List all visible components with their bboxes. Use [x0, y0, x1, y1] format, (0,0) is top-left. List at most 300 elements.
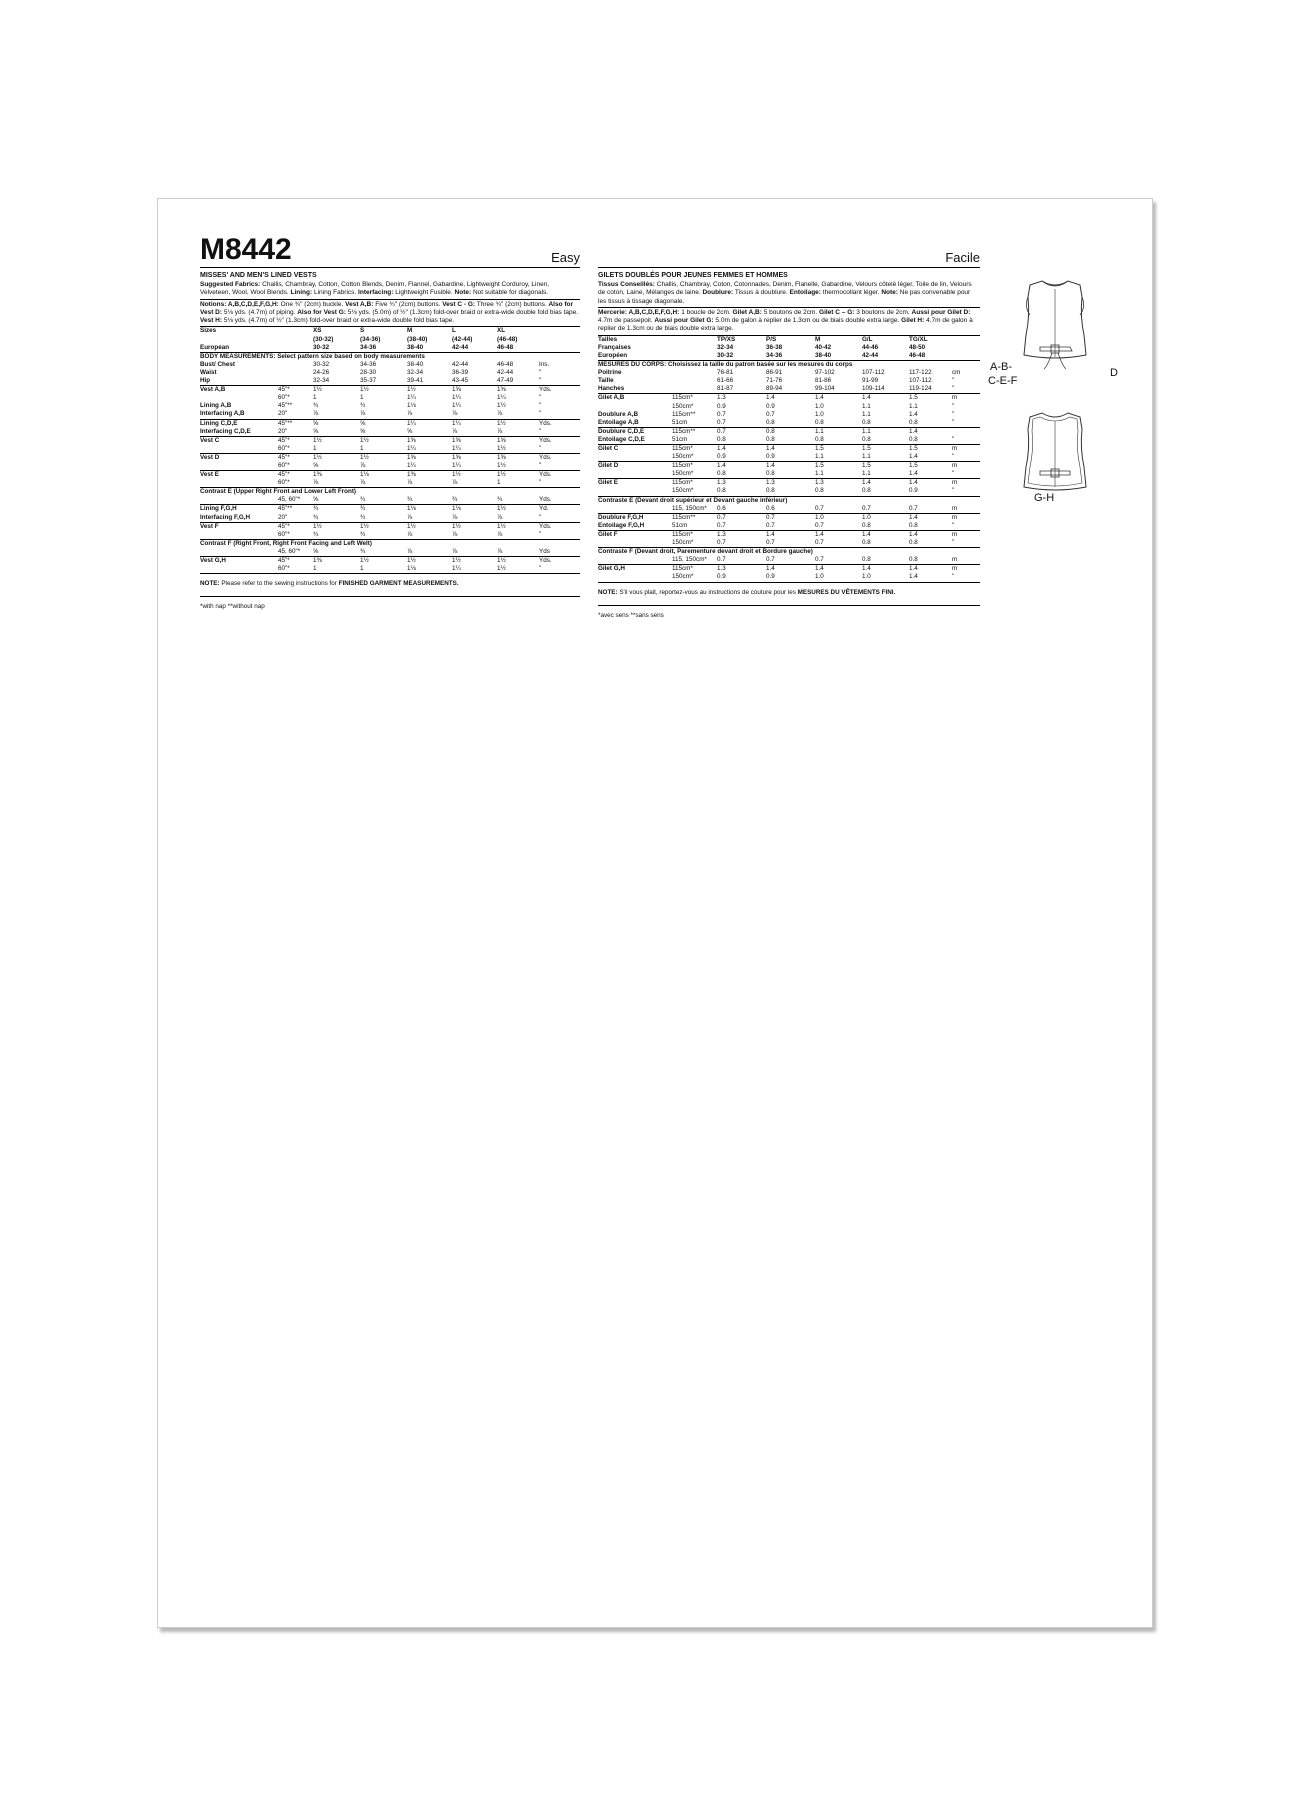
- yardage-value: 1.3: [717, 530, 726, 538]
- yardage-value: ⅞: [497, 514, 539, 523]
- body-measurement-value: 28-30: [360, 368, 377, 376]
- yardage-value: 0.8: [909, 436, 952, 445]
- yardage-value: 1½: [360, 522, 369, 530]
- body-measurement-value: 97-102: [815, 369, 835, 377]
- yardage-value: ¾: [313, 531, 360, 540]
- yardage-value: 1⅜: [313, 471, 322, 479]
- yardage-row: [598, 419, 980, 428]
- yardage-label: [598, 539, 672, 548]
- european-row: [200, 344, 580, 353]
- yardage-value: 0.7: [717, 410, 726, 418]
- body-measurement-value: 30-32: [313, 360, 330, 368]
- table-cell: [672, 344, 717, 352]
- table-cell: [278, 344, 313, 353]
- yardage-value: 1.1: [862, 453, 909, 462]
- yardage-value: 1⅛: [452, 505, 461, 513]
- yardage-value: 1½: [497, 522, 506, 530]
- yardage-value: 0.8: [909, 522, 952, 531]
- european-size: 46-48: [497, 343, 514, 351]
- yardage-label: Vest C: [200, 436, 220, 444]
- francaises-size: 48-50: [909, 343, 926, 351]
- unit-cell: m: [952, 394, 958, 402]
- yardage-value: 0.9: [766, 402, 775, 410]
- yardage-label: Gilet F: [598, 530, 618, 538]
- yardage-value: 1½: [313, 436, 322, 444]
- body-measurement-value: 42-44: [452, 360, 469, 368]
- yardage-value: ¾: [360, 548, 407, 557]
- unit-cell: ": [539, 428, 580, 437]
- english-footnote: *with nap **without nap: [200, 603, 265, 611]
- yardage-value: 0.7: [909, 505, 952, 514]
- body-measurement-row: [598, 377, 980, 385]
- yardage-value: ⅞: [407, 410, 452, 419]
- yardage-value: 1: [313, 394, 317, 402]
- yardage-value: ⅞: [452, 548, 497, 557]
- yardage-value: 0.8: [717, 436, 766, 445]
- francaises-row: [598, 344, 980, 352]
- yardage-value: 0.8: [815, 436, 862, 445]
- french-note: NOTE: S'il vous plait, reportez-vous au instructions de couture pour les MESURES DU VÊTEMENTS FINI.: [598, 589, 980, 606]
- unit-cell: Yds.: [539, 496, 580, 505]
- yardage-value: 1.4: [862, 394, 871, 402]
- yardage-value: 0.7: [717, 513, 726, 521]
- fabric-width: 45"*: [278, 453, 290, 461]
- yardage-label: Gilet A,B: [598, 394, 625, 402]
- yardage-value: 1¼: [452, 402, 461, 410]
- table-cell: [278, 336, 313, 344]
- view-label-d: D: [1110, 367, 1118, 379]
- fabric-width: 20": [278, 428, 313, 437]
- unit-cell: ": [539, 531, 580, 540]
- unit-cell: Yds.: [539, 386, 552, 394]
- yardage-label: [598, 453, 672, 462]
- yardage-value: 0.8: [909, 539, 952, 548]
- yardage-value: ⅞: [452, 514, 497, 523]
- yardage-value: 1½: [497, 419, 506, 427]
- body-measurement-value: 36-39: [452, 368, 469, 376]
- yardage-value: 1½: [313, 522, 322, 530]
- yardage-value: 1½: [360, 436, 369, 444]
- pattern-sheet: [157, 198, 1153, 1628]
- yardage-value: 1½: [313, 386, 322, 394]
- yardage-value: 1½: [407, 386, 416, 394]
- yardage-value: 1.3: [766, 479, 775, 487]
- yardage-value: 1¼: [407, 419, 416, 427]
- body-measurement-label: Waist: [200, 368, 217, 376]
- yardage-value: 1.1: [815, 453, 862, 462]
- yardage-value: 1⅜: [407, 471, 416, 479]
- yardage-value: 1⅝: [452, 453, 461, 461]
- yardage-value: 1.4: [909, 453, 952, 462]
- unit-cell: ": [952, 436, 980, 445]
- table-cell: [278, 369, 313, 377]
- yardage-value: 0.8: [862, 436, 909, 445]
- french-yardage-table: [598, 335, 980, 583]
- unit-cell: ": [539, 479, 580, 488]
- body-measurement-value: 43-45: [452, 377, 497, 386]
- yardage-row: [200, 531, 580, 540]
- yardage-value: 1.1: [815, 427, 824, 435]
- yardage-value: ⅞: [407, 514, 452, 523]
- yardage-value: 1.0: [815, 410, 824, 418]
- yardage-label: Lining C,D,E: [200, 419, 238, 427]
- table-cell: [672, 377, 717, 385]
- unit-cell: Yds.: [539, 453, 552, 461]
- yardage-value: 1½: [497, 565, 539, 574]
- view-label-gh: G-H: [1034, 492, 1055, 504]
- francaises-size: 40-42: [815, 343, 832, 351]
- fabric-width: 45"*: [278, 522, 290, 530]
- table-cell: [952, 352, 980, 361]
- yardage-value: ⅞: [497, 548, 539, 557]
- yardage-value: 1½: [360, 453, 369, 461]
- yardage-label: Interfacing C,D,E: [200, 428, 278, 437]
- european-label: European: [200, 343, 230, 351]
- french-footnote: *avec sens **sans sens: [598, 611, 664, 619]
- yardage-row: [598, 487, 980, 496]
- english-fabrics: Suggested Fabrics: Challis, Chambray, Cotton, Cotton Blends, Denim, Flannel, Gabardine, Lightweight Corduroy, Linen, Velveteen, Wool, Wool Blends. Lining: Lining Fabrics. Interfacing: Lightweight Fusible. Note: Not suitable for diagonals.: [200, 281, 550, 297]
- yardage-value: 1¼: [452, 419, 461, 427]
- yardage-value: 1.1: [909, 402, 918, 410]
- yardage-label: Vest G,H: [200, 557, 226, 565]
- yardage-value: 1¼: [407, 462, 452, 471]
- size-sub-header: (30-32): [313, 335, 334, 343]
- size-sub-header: (46-48): [497, 335, 518, 343]
- yardage-label: Lining F,G,H: [200, 505, 237, 513]
- fabric-width: 150cm*: [672, 573, 717, 582]
- yardage-value: 1½: [497, 557, 506, 565]
- body-measurement-value: 107-112: [909, 377, 932, 385]
- group-heading: Contraste F (Devant droit, Parementure devant droit et Bordure gauche): [598, 548, 813, 556]
- yardage-value: 1.5: [909, 445, 918, 452]
- yardage-value: 0.7: [815, 539, 862, 548]
- yardage-value: 1⅝: [452, 436, 461, 444]
- european-row: [598, 352, 980, 361]
- yardage-row: [598, 479, 980, 488]
- fabric-width: 45"**: [278, 505, 293, 513]
- yardage-value: 0.9: [717, 573, 766, 582]
- yardage-value: 1¼: [452, 394, 461, 402]
- yardage-value: ¾: [360, 514, 407, 523]
- yardage-value: ⅞: [452, 428, 497, 437]
- difficulty-label: Easy: [551, 250, 580, 265]
- yardage-value: 0.7: [766, 513, 775, 521]
- fabric-width: 60"*: [278, 479, 313, 488]
- unit-cell: ": [539, 462, 580, 471]
- yardage-row: [200, 471, 580, 480]
- yardage-value: ⅞: [360, 410, 407, 419]
- yardage-row: [200, 386, 580, 395]
- yardage-label: Vest D: [200, 453, 220, 461]
- yardage-row: [200, 505, 580, 514]
- yardage-value: 0.7: [766, 556, 815, 565]
- yardage-value: 1.1: [862, 427, 871, 435]
- yardage-value: 1¼: [452, 565, 497, 574]
- yardage-value: 1.4: [815, 530, 824, 538]
- yardage-value: 1.3: [717, 394, 726, 402]
- yardage-value: 0.7: [766, 539, 815, 548]
- group-heading-row: [200, 488, 580, 497]
- body-measurement-value: 119-124: [909, 385, 952, 394]
- european-size: 30-32: [313, 343, 330, 351]
- fabric-width: 115cm**: [672, 513, 696, 521]
- yardage-value: 1⅛: [407, 402, 416, 410]
- english-column: [200, 233, 580, 611]
- yardage-value: 1.4: [909, 470, 952, 479]
- fabric-width: 45"*: [278, 471, 290, 479]
- unit-cell: Ins.: [539, 360, 550, 368]
- yardage-value: 1½: [360, 386, 369, 394]
- table-cell: [672, 385, 717, 394]
- vest-illustrations: [988, 277, 1148, 507]
- yardage-value: 0.8: [766, 470, 815, 479]
- yardage-value: 1.4: [909, 573, 952, 582]
- unit-cell: m: [952, 530, 958, 538]
- yardage-label: [200, 445, 278, 454]
- body-measurement-label: Hanches: [598, 385, 672, 394]
- unit-cell: Yds.: [539, 557, 552, 565]
- body-measurement-value: 42-44: [497, 368, 514, 376]
- yardage-value: 1.4: [766, 530, 775, 538]
- sizes-label: Sizes: [200, 327, 278, 336]
- yardage-value: ¾: [313, 505, 319, 513]
- unit-cell: ": [952, 487, 980, 496]
- unit-cell: ": [952, 470, 980, 479]
- yardage-value: 0.9: [909, 487, 952, 496]
- body-measurement-value: 47-49: [497, 377, 539, 386]
- size-header: TG/XL: [909, 335, 952, 344]
- yardage-value: 1.1: [815, 470, 862, 479]
- yardage-value: 1¼: [497, 394, 506, 402]
- yardage-row: [200, 548, 580, 557]
- fabric-width: 60"*: [278, 462, 313, 471]
- yardage-row: [598, 513, 980, 522]
- francaises-size: 32-34: [717, 343, 734, 351]
- table-cell: [278, 361, 313, 369]
- yardage-row: [200, 462, 580, 471]
- yardage-value: ⅞: [313, 410, 360, 419]
- yardage-value: 0.8: [766, 487, 815, 496]
- body-measurements-heading-row: [200, 352, 580, 361]
- yardage-value: 1.1: [862, 410, 871, 418]
- table-cell: [672, 369, 717, 377]
- yardage-row: [598, 403, 980, 411]
- yardage-label: Entoilage F,G,H: [598, 522, 672, 531]
- yardage-row: [598, 462, 980, 471]
- size-header: TP/XS: [717, 335, 766, 344]
- unit-cell: ": [952, 402, 955, 410]
- yardage-value: 0.7: [717, 539, 766, 548]
- body-measurement-value: 99-104: [815, 385, 862, 394]
- yardage-value: ⅞: [407, 479, 452, 488]
- unit-cell: ": [952, 539, 980, 548]
- yardage-value: 1⅝: [497, 453, 506, 461]
- yardage-value: 1.1: [862, 402, 871, 410]
- yardage-value: 1½: [497, 471, 506, 479]
- yardage-value: ¾: [313, 402, 319, 410]
- yardage-value: ⅞: [407, 531, 452, 540]
- yardage-value: ⅝: [360, 428, 407, 437]
- table-cell: [539, 336, 580, 344]
- yardage-value: 1⅝: [407, 453, 416, 461]
- yardage-value: ¾: [360, 531, 407, 540]
- body-measurement-label: Poitrine: [598, 369, 622, 377]
- yardage-value: 0.7: [815, 556, 862, 565]
- yardage-value: 0.7: [717, 556, 766, 565]
- yardage-label: Gilet D: [598, 462, 619, 470]
- size-header: M: [815, 335, 862, 344]
- fabric-width: 45"**: [278, 419, 293, 427]
- yardage-value: ⅝: [313, 548, 360, 557]
- yardage-value: 1⅝: [407, 436, 416, 444]
- unit-cell: m: [952, 445, 958, 452]
- yardage-value: 1.4: [766, 565, 775, 573]
- body-measurements-heading: MESURES DU CORPS: Choisissez la taille du patron basée sur les mesures du corps: [598, 361, 980, 370]
- yardage-value: 0.7: [717, 522, 766, 531]
- european-size: 34-36: [766, 351, 783, 359]
- unit-cell: ": [952, 385, 980, 394]
- yardage-value: ¾: [360, 402, 366, 410]
- unit-cell: m: [952, 513, 958, 521]
- group-heading-row: [200, 539, 580, 548]
- yardage-value: 1.3: [717, 479, 726, 487]
- yardage-value: 0.8: [909, 556, 952, 565]
- fabric-width: 45"**: [278, 402, 293, 410]
- group-heading: Contrast F (Right Front, Right Front Facing and Left Welt): [200, 539, 372, 547]
- unit-cell: ": [952, 377, 955, 385]
- yardage-row: [598, 394, 980, 403]
- yardage-value: 0.9: [766, 573, 815, 582]
- yardage-value: 1½: [360, 557, 369, 565]
- pattern-code: M8442: [200, 233, 292, 266]
- yardage-value: ⅝: [313, 419, 319, 427]
- yardage-value: 1½: [497, 462, 539, 471]
- unit-cell: cm: [952, 369, 961, 377]
- yardage-row: [200, 453, 580, 462]
- yardage-value: 0.8: [717, 487, 766, 496]
- unit-cell: ": [952, 573, 980, 582]
- sizes-row: [200, 327, 580, 336]
- fabric-width: 45, 60"*: [278, 548, 313, 557]
- yardage-value: 0.7: [862, 505, 909, 514]
- yardage-label: Interfacing F,G,H: [200, 514, 278, 523]
- french-fabrics: Tissus Conseillés: Challis, Chambray, Coton, Cotonnades, Denim, Flanelle, Gabardine, Velours côtelé léger, Toile de lin, Velours de coton, Laine, Mélanges de laine. Doublure: Tissus à doublure. Entoilage: thermocollant léger. Note: Ne pas convenable pour les tissus à tissage diagonale.: [598, 281, 972, 305]
- yardage-value: 1: [360, 394, 364, 402]
- yardage-value: 0.8: [862, 522, 909, 531]
- difficulty-label-fr: Facile: [945, 250, 980, 265]
- yardage-value: 0.7: [766, 410, 775, 418]
- fabric-width: 115cm*: [672, 394, 693, 402]
- fabric-width: 115cm*: [672, 462, 693, 470]
- yardage-value: 1.4: [766, 462, 775, 470]
- yardage-value: ⅞: [497, 531, 539, 540]
- size-header: M: [407, 327, 452, 336]
- yardage-label: Vest F: [200, 522, 219, 530]
- fabric-width: 150cm*: [672, 470, 717, 479]
- yardage-value: 1½: [497, 402, 506, 410]
- body-measurement-label: Taille: [598, 377, 614, 385]
- yardage-value: 1.4: [717, 445, 726, 452]
- unit-cell: ": [539, 394, 542, 402]
- yardage-value: 0.8: [862, 556, 909, 565]
- group-heading-row: [598, 496, 980, 505]
- yardage-row: [200, 419, 580, 428]
- sizes-label: Tailles: [598, 335, 672, 344]
- unit-cell: ": [539, 514, 580, 523]
- fabric-width: 45"*: [278, 557, 290, 565]
- sizes-sub-row: [200, 336, 580, 344]
- size-header: S: [360, 327, 407, 336]
- fabric-width: 45, 60"*: [278, 496, 313, 505]
- unit-cell: Yd.: [539, 505, 549, 513]
- table-cell: [672, 352, 717, 361]
- body-measurement-value: 89-94: [766, 385, 815, 394]
- european-size: 46-48: [909, 351, 926, 359]
- yardage-value: 1½: [313, 453, 322, 461]
- body-measurement-value: 32-34: [313, 377, 360, 386]
- yardage-value: 0.8: [862, 539, 909, 548]
- fabric-width: 150cm*: [672, 402, 694, 410]
- yardage-value: ⅞: [360, 462, 407, 471]
- yardage-row: [598, 556, 980, 565]
- yardage-value: 1.5: [815, 462, 824, 470]
- yardage-value: 1¼: [452, 445, 497, 454]
- yardage-value: ⅞: [497, 410, 539, 419]
- body-measurements-heading: BODY MEASUREMENTS: Select pattern size based on body measurements: [200, 352, 580, 361]
- yardage-value: 1½: [407, 522, 416, 530]
- unit-cell: ": [952, 522, 980, 531]
- yardage-label: [598, 470, 672, 479]
- european-size: 42-44: [862, 351, 879, 359]
- yardage-value: 1.4: [862, 479, 871, 487]
- yardage-value: 1: [360, 445, 407, 454]
- yardage-row: [200, 522, 580, 531]
- yardage-row: [598, 470, 980, 479]
- yardage-value: ⅞: [452, 531, 497, 540]
- yardage-label: Doublure C,D,E: [598, 427, 645, 435]
- yardage-value: 1⅜: [313, 557, 322, 565]
- yardage-row: [598, 539, 980, 548]
- fabric-width: 115, 150cm*: [672, 505, 717, 514]
- fabric-width: 51cm: [672, 436, 717, 445]
- yardage-value: 1.0: [862, 513, 871, 521]
- yardage-value: 0.7: [766, 522, 815, 531]
- unit-cell: m: [952, 479, 958, 487]
- yardage-row: [200, 496, 580, 505]
- size-sub-header: (42-44): [452, 335, 473, 343]
- fabric-width: 60"*: [278, 531, 313, 540]
- yardage-value: ⅞: [313, 479, 360, 488]
- table-cell: [278, 327, 313, 336]
- body-measurement-value: 117-122: [909, 369, 932, 377]
- yardage-value: ⅞: [452, 410, 497, 419]
- yardage-value: 1½: [407, 557, 416, 565]
- yardage-row: [200, 479, 580, 488]
- english-title: MISSES' AND MEN'S LINED VESTS: [200, 272, 317, 279]
- yardage-label: [200, 479, 278, 488]
- table-cell: [672, 335, 717, 344]
- yardage-value: 1.4: [766, 445, 775, 452]
- francaises-label: Françaises: [598, 343, 631, 351]
- english-yardage-table: [200, 326, 580, 574]
- yardage-value: 1¼: [407, 394, 416, 402]
- body-measurement-value: 35-37: [360, 377, 407, 386]
- table-cell: [539, 327, 580, 336]
- yardage-value: 1⅝: [452, 386, 461, 394]
- fabric-width: 45"*: [278, 386, 290, 394]
- fabric-width: 115cm**: [672, 410, 696, 418]
- yardage-value: ⅝: [313, 496, 360, 505]
